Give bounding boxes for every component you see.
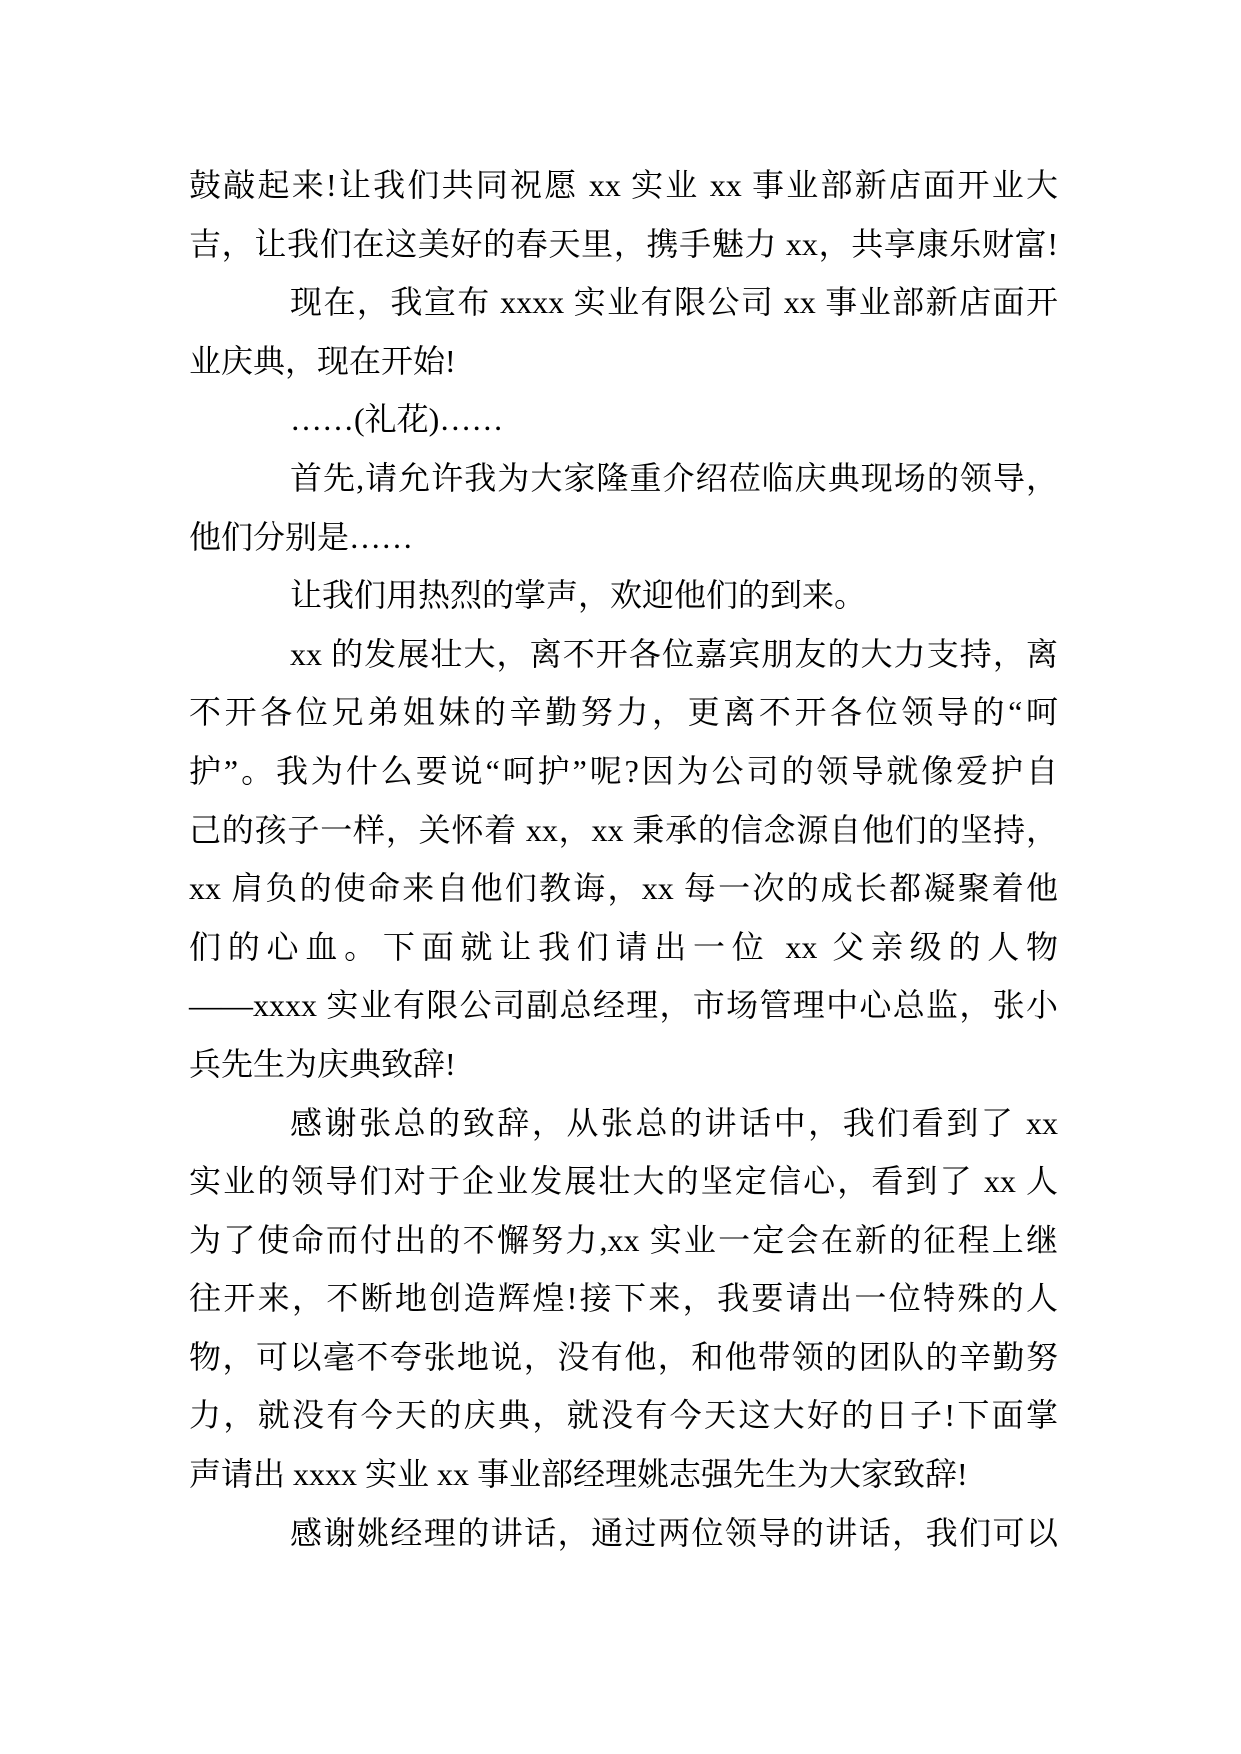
text-line: 物，可以毫不夸张地说，没有他，和他带领的团队的辛勤努	[189, 1338, 1058, 1375]
text-line: 感谢姚经理的讲话，通过两位领导的讲话，我们可以	[290, 1514, 1058, 1551]
text-line: ——xxxx 实业有限公司副总经理，市场管理中心总监，张小	[189, 987, 1058, 1024]
text-line: 吉，让我们在这美好的春天里，携手魅力 xx，共享康乐财富!	[189, 225, 1058, 262]
text-line: 护”。我为什么要说“呵护”呢?因为公司的领导就像爱护自	[189, 752, 1058, 789]
document-body	[189, 156, 1058, 1562]
text-line: 鼓敲起来!让我们共同祝愿 xx 实业 xx 事业部新店面开业大	[189, 167, 1058, 203]
text-line: 他们分别是……	[189, 518, 414, 555]
paragraph	[189, 625, 1058, 1094]
text-line: 业庆典，现在开始!	[189, 342, 456, 379]
paragraph	[189, 566, 1058, 625]
text-line: xx 肩负的使命来自他们教诲，xx 每一次的成长都凝聚着他	[189, 870, 1058, 907]
text-line: 兵先生为庆典致辞!	[189, 1045, 456, 1082]
text-line: 们的心血。下面就让我们请出一位 xx 父亲级的人物	[189, 928, 1058, 965]
paragraph	[189, 156, 1058, 273]
text-line: xx 的发展壮大，离不开各位嘉宾朋友的大力支持，离	[290, 635, 1058, 672]
text-line: 不开各位兄弟姐妹的辛勤努力，更离不开各位领导的“呵	[189, 694, 1058, 731]
text-line: 力，就没有今天的庆典，就没有今天这大好的日子!下面掌	[189, 1397, 1058, 1434]
paragraph	[189, 390, 1058, 449]
text-line: 为了使命而付出的不懈努力,xx 实业一定会在新的征程上继	[189, 1221, 1058, 1258]
paragraph	[189, 449, 1058, 566]
text-line: 感谢张总的致辞，从张总的讲话中，我们看到了 xx	[290, 1104, 1058, 1141]
paragraph	[189, 273, 1058, 390]
paragraph	[189, 1504, 1058, 1563]
text-line: 实业的领导们对于企业发展壮大的坚定信心，看到了 xx 人	[189, 1163, 1058, 1200]
text-line: 首先,请允许我为大家隆重介绍莅临庆典现场的领导，	[290, 459, 1058, 496]
paragraph	[189, 1094, 1058, 1504]
text-line: 让我们用热烈的掌声，欢迎他们的到来。	[290, 577, 867, 614]
text-line: ……(礼花)……	[290, 401, 504, 438]
text-line: 己的孩子一样，关怀着 xx，xx 秉承的信念源自他们的坚持，	[189, 811, 1058, 848]
text-line: 声请出 xxxx 实业 xx 事业部经理姚志强先生为大家致辞!	[189, 1456, 968, 1493]
text-line: 往开来，不断地创造辉煌!接下来，我要请出一位特殊的人	[189, 1280, 1058, 1317]
text-line: 现在，我宣布 xxxx 实业有限公司 xx 事业部新店面开	[290, 284, 1058, 321]
